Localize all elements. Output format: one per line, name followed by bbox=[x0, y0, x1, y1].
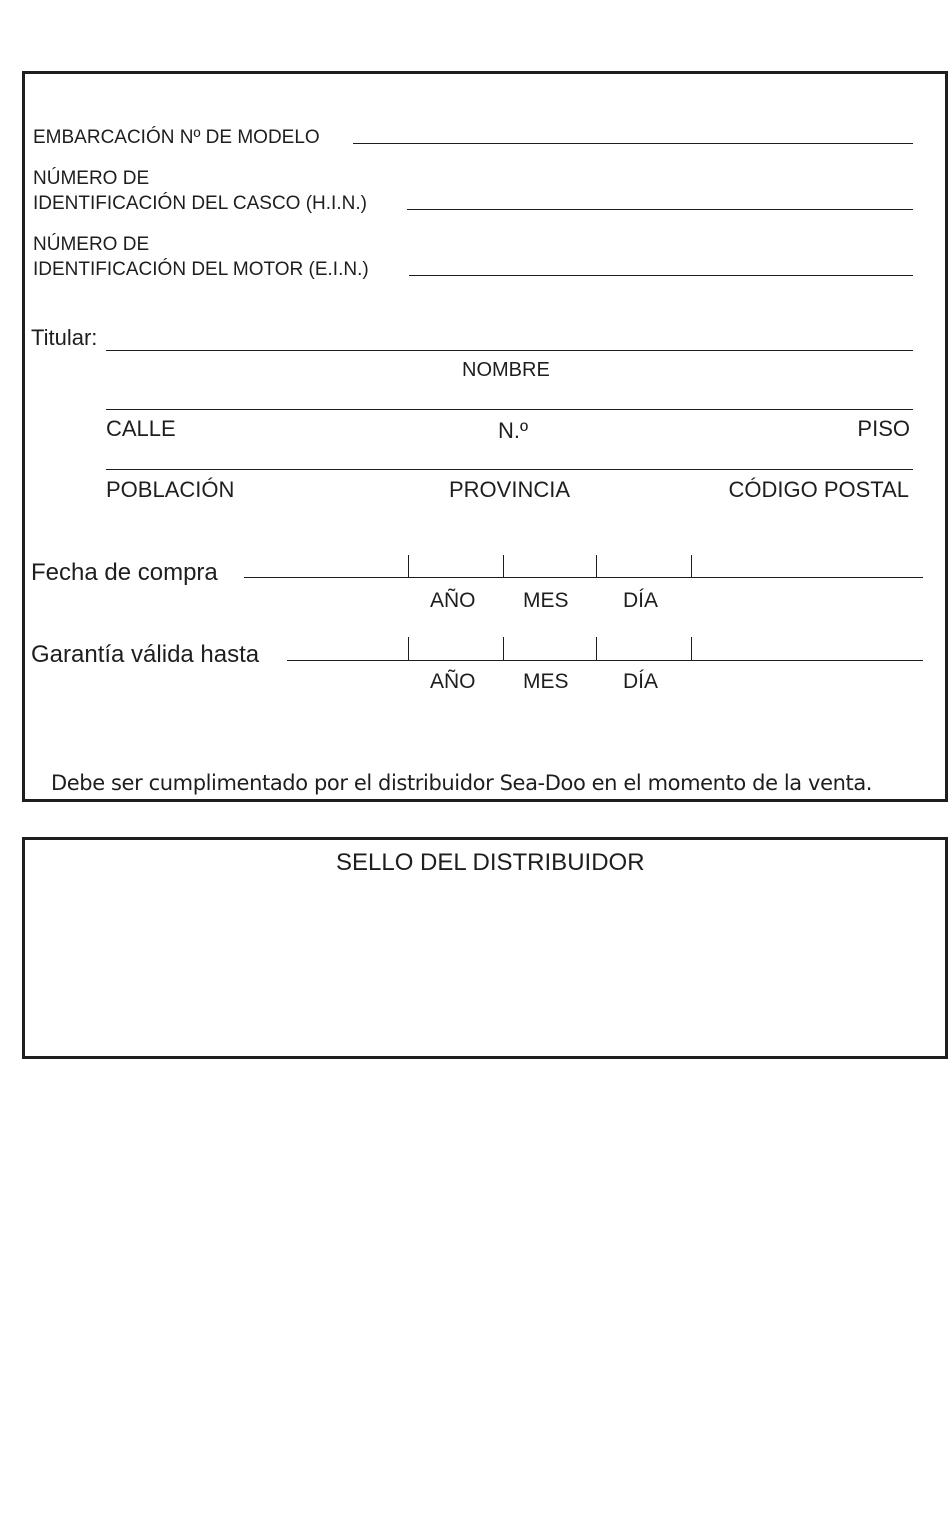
floor-caption: PISO bbox=[857, 416, 910, 441]
warranty-lead-line bbox=[287, 660, 408, 661]
hull-id-field[interactable] bbox=[407, 209, 913, 210]
street-field[interactable] bbox=[106, 409, 913, 410]
warranty-label: Garantía válida hasta bbox=[31, 641, 260, 668]
purchase-month-field[interactable] bbox=[504, 577, 596, 578]
town-field[interactable] bbox=[106, 469, 913, 470]
warranty-year-caption: AÑO bbox=[430, 670, 476, 693]
warranty-date-divider bbox=[503, 637, 504, 661]
warranty-month-caption: MES bbox=[523, 670, 569, 693]
province-caption: PROVINCIA bbox=[449, 477, 571, 502]
name-caption: NOMBRE bbox=[462, 359, 550, 381]
warranty-date-divider bbox=[408, 637, 409, 661]
engine-id-label-line2: IDENTIFICACIÓN DEL MOTOR (E.I.N.) bbox=[33, 259, 369, 280]
purchase-date-divider bbox=[408, 555, 409, 578]
engine-id-label-line1: NÚMERO DE bbox=[33, 234, 150, 255]
purchase-date-divider bbox=[596, 555, 597, 578]
warranty-date-divider bbox=[596, 637, 597, 661]
purchase-day-field[interactable] bbox=[597, 577, 691, 578]
model-number-label: EMBARCACIÓN Nº DE MODELO bbox=[33, 127, 320, 148]
dealer-stamp-title: SELLO DEL DISTRIBUIDOR bbox=[336, 849, 645, 876]
street-caption: CALLE bbox=[106, 416, 176, 441]
hull-id-label-line1: NÚMERO DE bbox=[33, 168, 150, 189]
warranty-day-caption: DÍA bbox=[623, 670, 659, 693]
purchase-date-lead-line bbox=[244, 577, 408, 578]
purchase-year-caption: AÑO bbox=[430, 589, 476, 612]
model-number-field[interactable] bbox=[353, 143, 913, 144]
hull-id-label-line2: IDENTIFICACIÓN DEL CASCO (H.I.N.) bbox=[33, 193, 367, 214]
purchase-date-label: Fecha de compra bbox=[31, 559, 218, 586]
town-caption: POBLACIÓN bbox=[106, 477, 235, 502]
number-caption: N.º bbox=[498, 418, 529, 443]
purchase-date-divider bbox=[691, 555, 692, 578]
engine-id-field[interactable] bbox=[409, 275, 913, 276]
owner-name-field[interactable] bbox=[106, 350, 913, 351]
warranty-day-field[interactable] bbox=[597, 660, 691, 661]
purchase-day-caption: DÍA bbox=[623, 589, 659, 612]
purchase-year-field[interactable] bbox=[409, 577, 503, 578]
dealer-instruction-footnote: Debe ser cumplimentado por el distribuidor Sea-Doo en el momento de la venta. bbox=[51, 771, 873, 795]
warranty-month-field[interactable] bbox=[504, 660, 596, 661]
purchase-date-divider bbox=[503, 555, 504, 578]
purchase-date-tail-line bbox=[692, 577, 923, 578]
warranty-year-field[interactable] bbox=[409, 660, 503, 661]
owner-label: Titular: bbox=[31, 325, 98, 350]
purchase-month-caption: MES bbox=[523, 589, 569, 612]
warranty-tail-line bbox=[692, 660, 923, 661]
postal-code-caption: CÓDIGO POSTAL bbox=[728, 477, 909, 502]
warranty-date-divider bbox=[691, 637, 692, 661]
